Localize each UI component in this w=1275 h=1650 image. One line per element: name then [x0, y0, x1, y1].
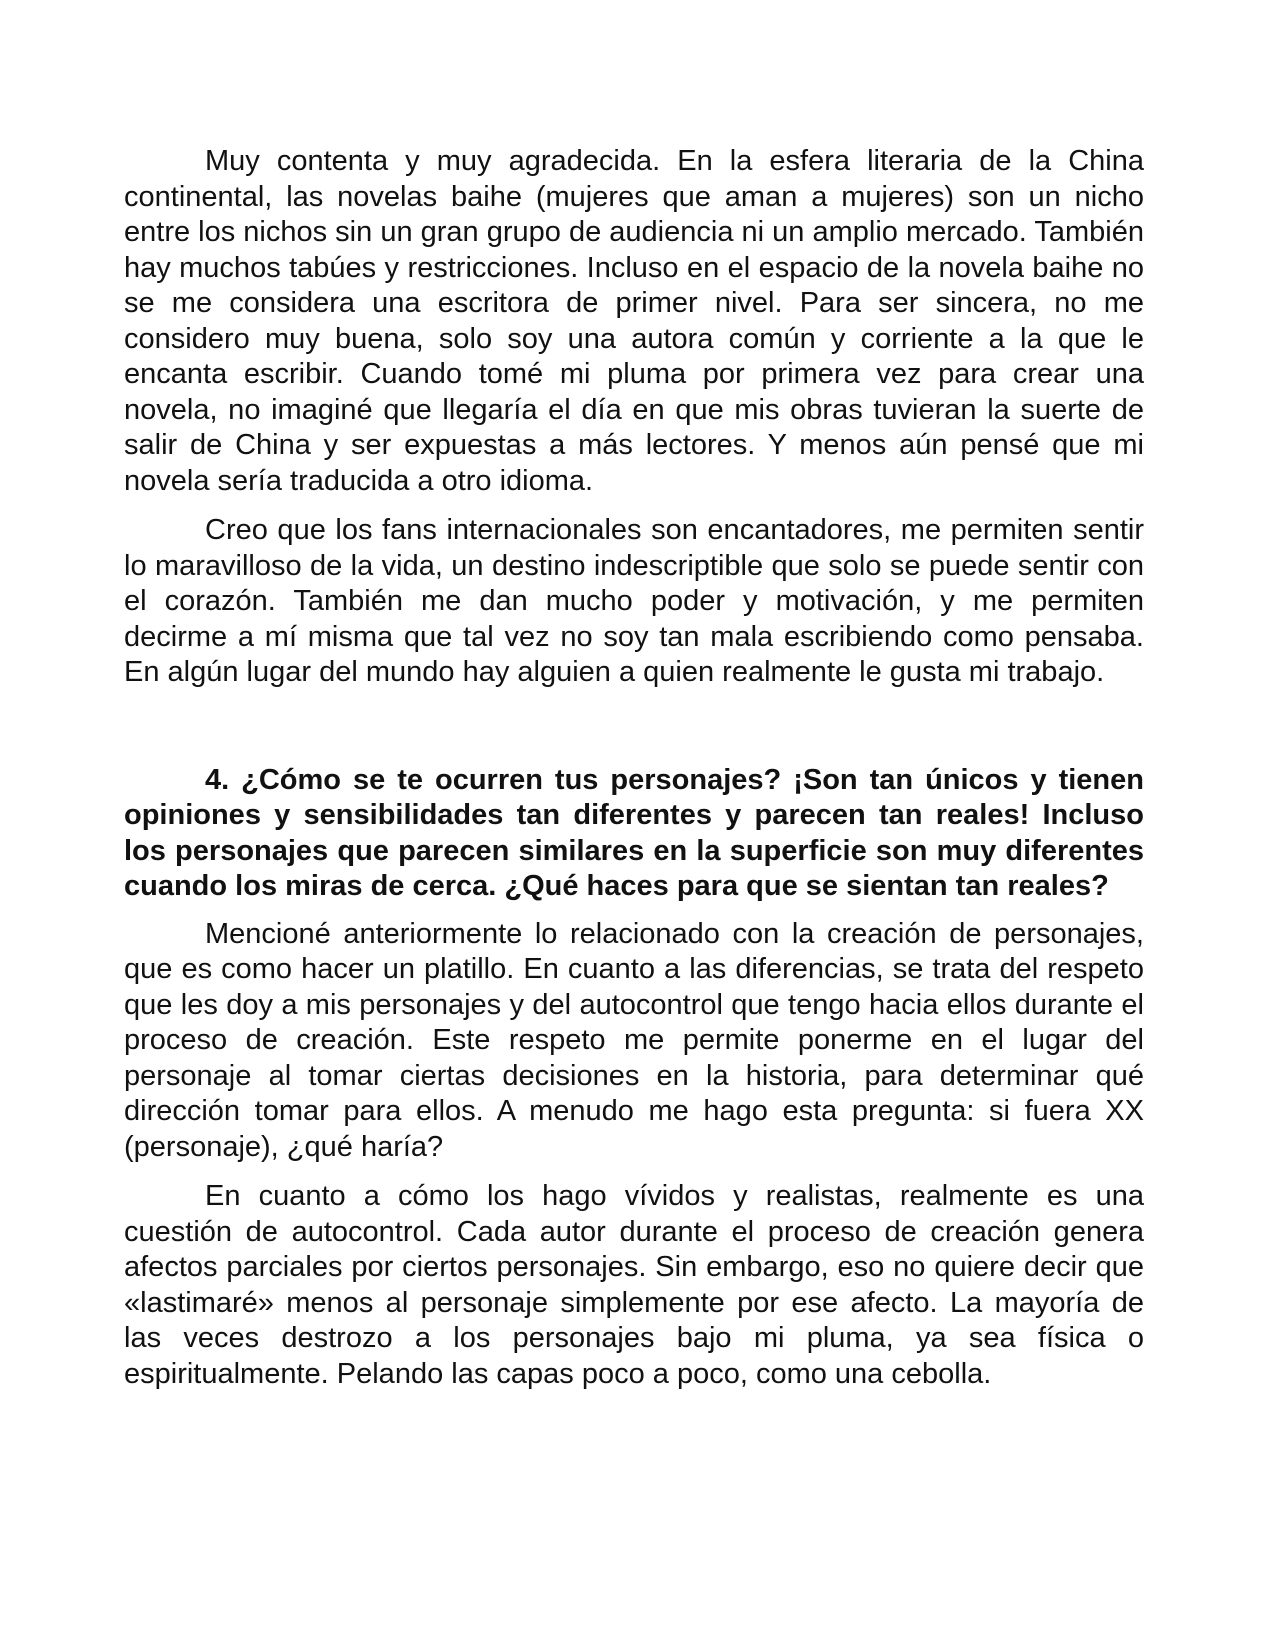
question-heading: 4. ¿Cómo se te ocurren tus personajes? ¡Son tan únicos y tienen opiniones y sensibilidades tan diferentes y parecen tan reales! Incluso los personajes que parecen similares en la superficie son muy diferentes cuando los miras de cerca. ¿Qué haces para que se sientan tan reales?	[124, 763, 1144, 902]
body-paragraph: Mencioné anteriormente lo relacionado con la creación de personajes, que es como hacer un platillo. En cuanto a las diferencias, se trata del respeto que les doy a mis personajes y del autocontrol que tengo hacia ellos durante el proceso de creación. Este respeto me permite ponerme en el lugar del personaje al tomar ciertas decisiones en la historia, para determinar qué dirección tomar para ellos. A menudo me hago esta pregunta: si fuera XX (personaje), ¿qué haría?	[124, 917, 1144, 1163]
document-page	[124, 144, 1144, 1392]
body-paragraph: En cuanto a cómo los hago vívidos y realistas, realmente es una cuestión de autocontrol. Cada autor durante el proceso de creación genera afectos parciales por ciertos personajes. Sin embargo, eso no quiere decir que «lastimaré» menos al personaje simplemente por ese afecto. La mayoría de las veces destrozo a los personajes bajo mi pluma, ya sea física o espiritualmente. Pelando las capas poco a poco, como una cebolla.	[124, 1180, 1144, 1390]
body-paragraph: Creo que los fans internacionales son encantadores, me permiten sentir lo maravilloso de la vida, un destino indescriptible que solo se puede sentir con el corazón. También me dan mucho poder y motivación, y me permiten decirme a mí misma que tal vez no soy tan mala escribiendo como pensaba. En algún lugar del mundo hay alguien a quien realmente le gusta mi trabajo.	[124, 514, 1144, 688]
body-paragraph: Muy contenta y muy agradecida. En la esfera literaria de la China continental, las novelas baihe (mujeres que aman a mujeres) son un nicho entre los nichos sin un gran grupo de audiencia ni un amplio mercado. También hay muchos tabúes y restricciones. Incluso en el espacio de la novela baihe no se me considera una escritora de primer nivel. Para ser sincera, no me considero muy buena, solo soy una autora común y corriente a la que le encanta escribir. Cuando tomé mi pluma por primera vez para crear una novela, no imaginé que llegaría el día en que mis obras tuvieran la suerte de salir de China y ser expuestas a más lectores. Y menos aún pensé que mi novela sería traducida a otro idioma.	[124, 145, 1144, 497]
